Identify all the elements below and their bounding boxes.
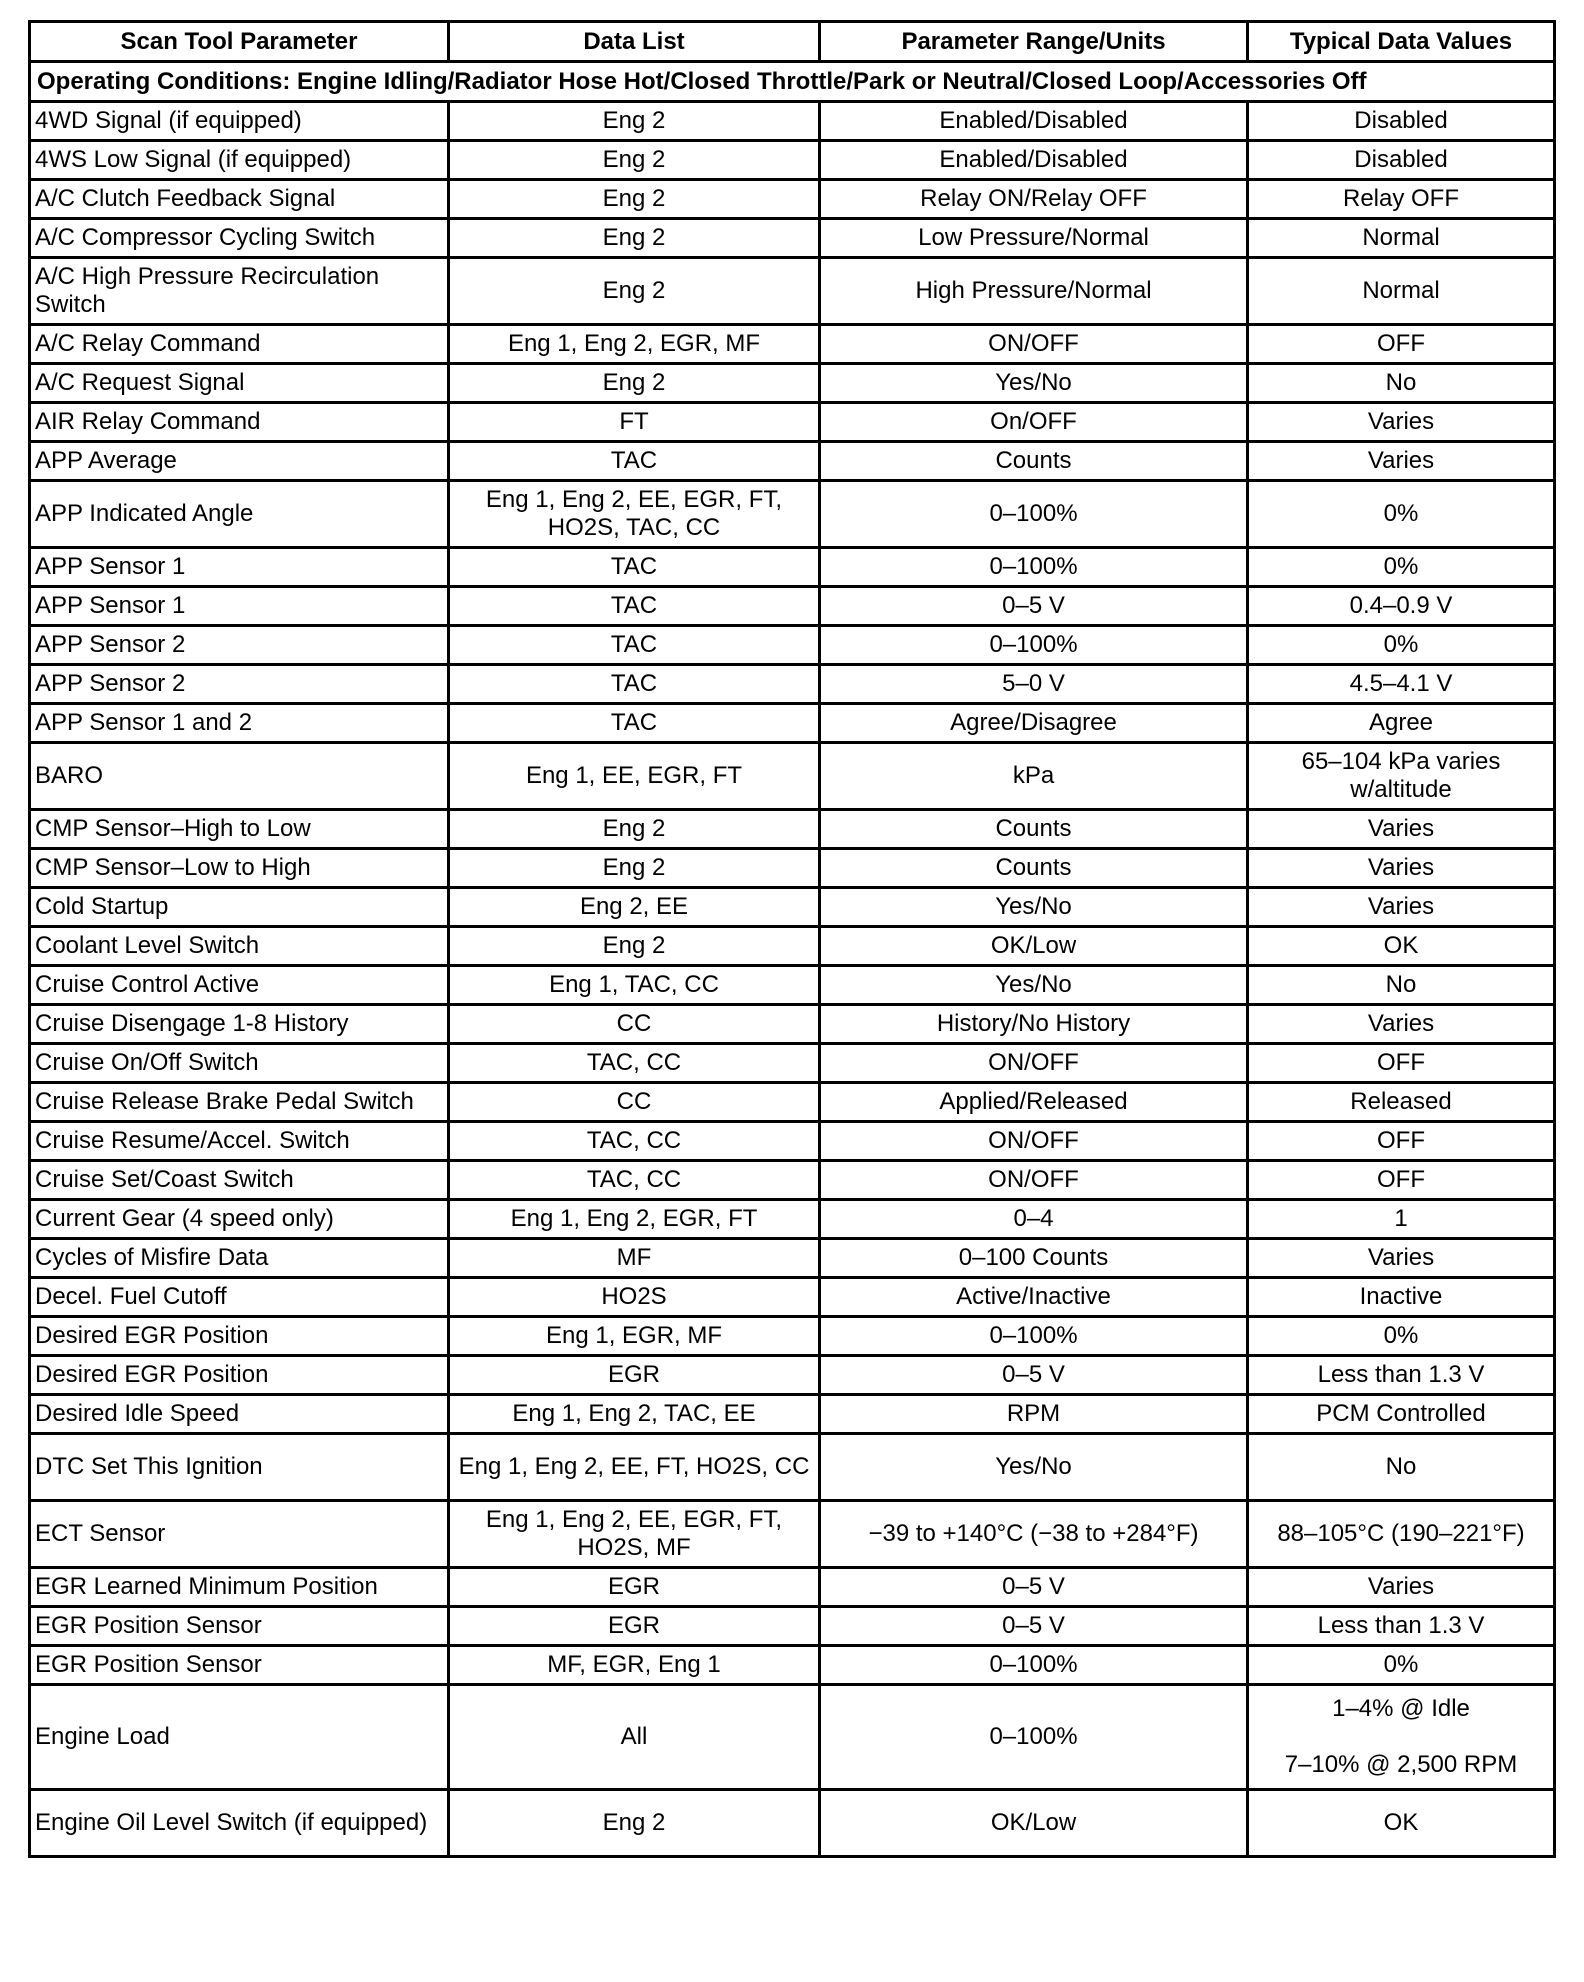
typical-value-cell: No	[1248, 364, 1555, 403]
table-row	[30, 587, 1555, 626]
range-cell: ON/OFF	[820, 1044, 1248, 1083]
range-cell: 0–5 V	[820, 1356, 1248, 1395]
typical-value-cell: 88–105°C (190–221°F)	[1248, 1501, 1555, 1568]
range-cell: Applied/Released	[820, 1083, 1248, 1122]
table-row	[30, 1161, 1555, 1200]
header-parameter-range: Parameter Range/Units	[820, 22, 1248, 62]
data-list-cell: EGR	[449, 1568, 820, 1607]
param-cell: ECT Sensor	[30, 1501, 449, 1568]
range-cell: History/No History	[820, 1005, 1248, 1044]
data-list-cell: Eng 2	[449, 141, 820, 180]
table-row	[30, 888, 1555, 927]
table-row	[30, 849, 1555, 888]
range-cell: Yes/No	[820, 888, 1248, 927]
param-cell: Engine Load	[30, 1685, 449, 1790]
range-cell: 5–0 V	[820, 665, 1248, 704]
range-cell: Counts	[820, 810, 1248, 849]
range-cell: Enabled/Disabled	[820, 141, 1248, 180]
table-row	[30, 966, 1555, 1005]
table-row	[30, 743, 1555, 810]
range-cell: Enabled/Disabled	[820, 102, 1248, 141]
typical-value-cell: Disabled	[1248, 141, 1555, 180]
table-row	[30, 219, 1555, 258]
range-cell: Counts	[820, 442, 1248, 481]
range-cell: High Pressure/Normal	[820, 258, 1248, 325]
typical-value-cell: Normal	[1248, 219, 1555, 258]
range-cell: 0–5 V	[820, 587, 1248, 626]
param-cell: EGR Position Sensor	[30, 1607, 449, 1646]
typical-value-cell: 0%	[1248, 626, 1555, 665]
range-cell: 0–100%	[820, 1317, 1248, 1356]
range-cell: Counts	[820, 849, 1248, 888]
table-row	[30, 180, 1555, 219]
range-cell: 0–5 V	[820, 1568, 1248, 1607]
param-cell: APP Sensor 2	[30, 626, 449, 665]
param-cell: APP Sensor 2	[30, 665, 449, 704]
typical-value-cell: No	[1248, 1434, 1555, 1501]
table-row	[30, 364, 1555, 403]
param-cell: Engine Oil Level Switch (if equipped)	[30, 1790, 449, 1857]
param-cell: EGR Position Sensor	[30, 1646, 449, 1685]
table-row	[30, 1356, 1555, 1395]
range-cell: 0–100%	[820, 1685, 1248, 1790]
range-cell: 0–100%	[820, 626, 1248, 665]
range-cell: Yes/No	[820, 364, 1248, 403]
table-row	[30, 1646, 1555, 1685]
table-row	[30, 704, 1555, 743]
param-cell: Cruise On/Off Switch	[30, 1044, 449, 1083]
table-row	[30, 1395, 1555, 1434]
data-list-cell: Eng 2, EE	[449, 888, 820, 927]
param-cell: APP Sensor 1	[30, 587, 449, 626]
data-list-cell: Eng 1, Eng 2, EGR, FT	[449, 1200, 820, 1239]
range-cell: OK/Low	[820, 927, 1248, 966]
table-row	[30, 1122, 1555, 1161]
range-cell: 0–100%	[820, 481, 1248, 548]
param-cell: BARO	[30, 743, 449, 810]
param-cell: CMP Sensor–Low to High	[30, 849, 449, 888]
operating-conditions-row	[30, 62, 1555, 102]
range-cell: 0–5 V	[820, 1607, 1248, 1646]
range-cell: Yes/No	[820, 966, 1248, 1005]
param-cell: Cold Startup	[30, 888, 449, 927]
range-cell: RPM	[820, 1395, 1248, 1434]
typical-value-cell: Less than 1.3 V	[1248, 1607, 1555, 1646]
range-cell: 0–100%	[820, 548, 1248, 587]
data-list-cell: Eng 2	[449, 810, 820, 849]
param-cell: APP Indicated Angle	[30, 481, 449, 548]
typical-value-cell: PCM Controlled	[1248, 1395, 1555, 1434]
range-cell: 0–100 Counts	[820, 1239, 1248, 1278]
param-cell: AIR Relay Command	[30, 403, 449, 442]
data-list-cell: Eng 1, EE, EGR, FT	[449, 743, 820, 810]
table-row	[30, 927, 1555, 966]
data-list-cell: MF, EGR, Eng 1	[449, 1646, 820, 1685]
data-list-cell: TAC	[449, 626, 820, 665]
data-list-cell: CC	[449, 1005, 820, 1044]
typical-value-cell: Varies	[1248, 403, 1555, 442]
range-cell: ON/OFF	[820, 325, 1248, 364]
table-row	[30, 102, 1555, 141]
param-cell: Desired EGR Position	[30, 1356, 449, 1395]
table-row	[30, 442, 1555, 481]
param-cell: EGR Learned Minimum Position	[30, 1568, 449, 1607]
param-cell: Cruise Control Active	[30, 966, 449, 1005]
data-list-cell: EGR	[449, 1607, 820, 1646]
param-cell: Cruise Release Brake Pedal Switch	[30, 1083, 449, 1122]
typical-value-cell: OFF	[1248, 1161, 1555, 1200]
scan-tool-data-table	[28, 20, 1556, 1858]
header-typical-values: Typical Data Values	[1248, 22, 1555, 62]
typical-value-cell: 0%	[1248, 1646, 1555, 1685]
table-row	[30, 1501, 1555, 1568]
data-list-cell: TAC	[449, 587, 820, 626]
param-cell: 4WS Low Signal (if equipped)	[30, 141, 449, 180]
typical-value-cell: Varies	[1248, 1239, 1555, 1278]
range-cell: 0–4	[820, 1200, 1248, 1239]
param-cell: Current Gear (4 speed only)	[30, 1200, 449, 1239]
param-cell: 4WD Signal (if equipped)	[30, 102, 449, 141]
typical-value-cell: Varies	[1248, 1005, 1555, 1044]
table-row	[30, 1044, 1555, 1083]
range-cell: kPa	[820, 743, 1248, 810]
typical-value-cell: Normal	[1248, 258, 1555, 325]
param-cell: DTC Set This Ignition	[30, 1434, 449, 1501]
param-cell: Decel. Fuel Cutoff	[30, 1278, 449, 1317]
data-list-cell: Eng 2	[449, 849, 820, 888]
range-cell: Agree/Disagree	[820, 704, 1248, 743]
typical-value-cell: Less than 1.3 V	[1248, 1356, 1555, 1395]
data-list-cell: Eng 1, EGR, MF	[449, 1317, 820, 1356]
param-cell: A/C Clutch Feedback Signal	[30, 180, 449, 219]
param-cell: Coolant Level Switch	[30, 927, 449, 966]
data-list-cell: Eng 2	[449, 180, 820, 219]
param-cell: CMP Sensor–High to Low	[30, 810, 449, 849]
table-row	[30, 548, 1555, 587]
typical-value-cell: OFF	[1248, 325, 1555, 364]
table-row	[30, 1434, 1555, 1501]
typical-value-cell: Inactive	[1248, 1278, 1555, 1317]
data-list-cell: Eng 2	[449, 258, 820, 325]
range-cell: −39 to +140°C (−38 to +284°F)	[820, 1501, 1248, 1568]
data-list-cell: TAC	[449, 704, 820, 743]
typical-value-cell: Varies	[1248, 849, 1555, 888]
table-row	[30, 1200, 1555, 1239]
param-cell: Cruise Disengage 1-8 History	[30, 1005, 449, 1044]
typical-value-cell: 0.4–0.9 V	[1248, 587, 1555, 626]
data-list-cell: FT	[449, 403, 820, 442]
data-list-cell: Eng 1, Eng 2, EE, FT, HO2S, CC	[449, 1434, 820, 1501]
data-list-cell: Eng 1, Eng 2, EGR, MF	[449, 325, 820, 364]
typical-value-cell: Varies	[1248, 442, 1555, 481]
range-cell: OK/Low	[820, 1790, 1248, 1857]
typical-value-cell: Agree	[1248, 704, 1555, 743]
typical-value-cell: Varies	[1248, 888, 1555, 927]
table-row	[30, 258, 1555, 325]
table-row	[30, 626, 1555, 665]
table-row	[30, 1317, 1555, 1356]
data-list-cell: All	[449, 1685, 820, 1790]
header-scan-tool-parameter: Scan Tool Parameter	[30, 22, 449, 62]
range-cell: 0–100%	[820, 1646, 1248, 1685]
typical-value-cell: OK	[1248, 1790, 1555, 1857]
typical-value-cell: OFF	[1248, 1044, 1555, 1083]
param-cell: Desired EGR Position	[30, 1317, 449, 1356]
data-list-cell: CC	[449, 1083, 820, 1122]
range-cell: Relay ON/Relay OFF	[820, 180, 1248, 219]
typical-value-cell: 0%	[1248, 481, 1555, 548]
param-cell: A/C High Pressure Recirculation Switch	[30, 258, 449, 325]
data-list-cell: HO2S	[449, 1278, 820, 1317]
typical-value-cell: 0%	[1248, 1317, 1555, 1356]
table-row	[30, 1607, 1555, 1646]
typical-value-cell: 4.5–4.1 V	[1248, 665, 1555, 704]
table-row	[30, 1083, 1555, 1122]
param-cell: Cycles of Misfire Data	[30, 1239, 449, 1278]
range-cell: Active/Inactive	[820, 1278, 1248, 1317]
table-row	[30, 1790, 1555, 1857]
typical-value-cell: OFF	[1248, 1122, 1555, 1161]
param-cell: Cruise Resume/Accel. Switch	[30, 1122, 449, 1161]
typical-value-cell: 65–104 kPa varies w/altitude	[1248, 743, 1555, 810]
data-list-cell: Eng 2	[449, 927, 820, 966]
table-row	[30, 1278, 1555, 1317]
param-cell: APP Sensor 1	[30, 548, 449, 587]
table-row	[30, 665, 1555, 704]
typical-value-cell: OK	[1248, 927, 1555, 966]
typical-value-cell: No	[1248, 966, 1555, 1005]
typical-value-cell: 1	[1248, 1200, 1555, 1239]
param-cell: APP Average	[30, 442, 449, 481]
table-row	[30, 1005, 1555, 1044]
range-cell: Yes/No	[820, 1434, 1248, 1501]
data-list-cell: TAC, CC	[449, 1122, 820, 1161]
operating-conditions: Operating Conditions: Engine Idling/Radiator Hose Hot/Closed Throttle/Park or Neutral/Closed Loop/Accessories Off	[30, 62, 1555, 102]
param-cell: A/C Relay Command	[30, 325, 449, 364]
table-row	[30, 325, 1555, 364]
data-list-cell: TAC	[449, 665, 820, 704]
table-row	[30, 481, 1555, 548]
data-list-cell: Eng 2	[449, 364, 820, 403]
range-cell: ON/OFF	[820, 1122, 1248, 1161]
param-cell: A/C Request Signal	[30, 364, 449, 403]
typical-value-cell: 1–4% @ Idle 7–10% @ 2,500 RPM	[1248, 1685, 1555, 1790]
typical-value-cell: Released	[1248, 1083, 1555, 1122]
data-list-cell: TAC	[449, 442, 820, 481]
typical-value-cell: Relay OFF	[1248, 180, 1555, 219]
table-row	[30, 810, 1555, 849]
data-list-cell: TAC	[449, 548, 820, 587]
range-cell: Low Pressure/Normal	[820, 219, 1248, 258]
header-row	[30, 22, 1555, 62]
table-row	[30, 1568, 1555, 1607]
range-cell: On/OFF	[820, 403, 1248, 442]
param-cell: Desired Idle Speed	[30, 1395, 449, 1434]
param-cell: Cruise Set/Coast Switch	[30, 1161, 449, 1200]
param-cell: APP Sensor 1 and 2	[30, 704, 449, 743]
data-list-cell: Eng 1, TAC, CC	[449, 966, 820, 1005]
table-row	[30, 1685, 1555, 1790]
table-row	[30, 141, 1555, 180]
data-list-cell: MF	[449, 1239, 820, 1278]
data-list-cell: Eng 1, Eng 2, TAC, EE	[449, 1395, 820, 1434]
data-list-cell: Eng 2	[449, 219, 820, 258]
table-row	[30, 403, 1555, 442]
data-list-cell: TAC, CC	[449, 1044, 820, 1083]
data-list-cell: EGR	[449, 1356, 820, 1395]
data-list-cell: Eng 1, Eng 2, EE, EGR, FT, HO2S, TAC, CC	[449, 481, 820, 548]
typical-value-cell: Varies	[1248, 810, 1555, 849]
table-row	[30, 1239, 1555, 1278]
header-data-list: Data List	[449, 22, 820, 62]
range-cell: ON/OFF	[820, 1161, 1248, 1200]
data-list-cell: Eng 1, Eng 2, EE, EGR, FT, HO2S, MF	[449, 1501, 820, 1568]
typical-value-cell: Varies	[1248, 1568, 1555, 1607]
data-list-cell: TAC, CC	[449, 1161, 820, 1200]
typical-value-cell: 0%	[1248, 548, 1555, 587]
typical-value-cell: Disabled	[1248, 102, 1555, 141]
data-list-cell: Eng 2	[449, 1790, 820, 1857]
data-list-cell: Eng 2	[449, 102, 820, 141]
param-cell: A/C Compressor Cycling Switch	[30, 219, 449, 258]
